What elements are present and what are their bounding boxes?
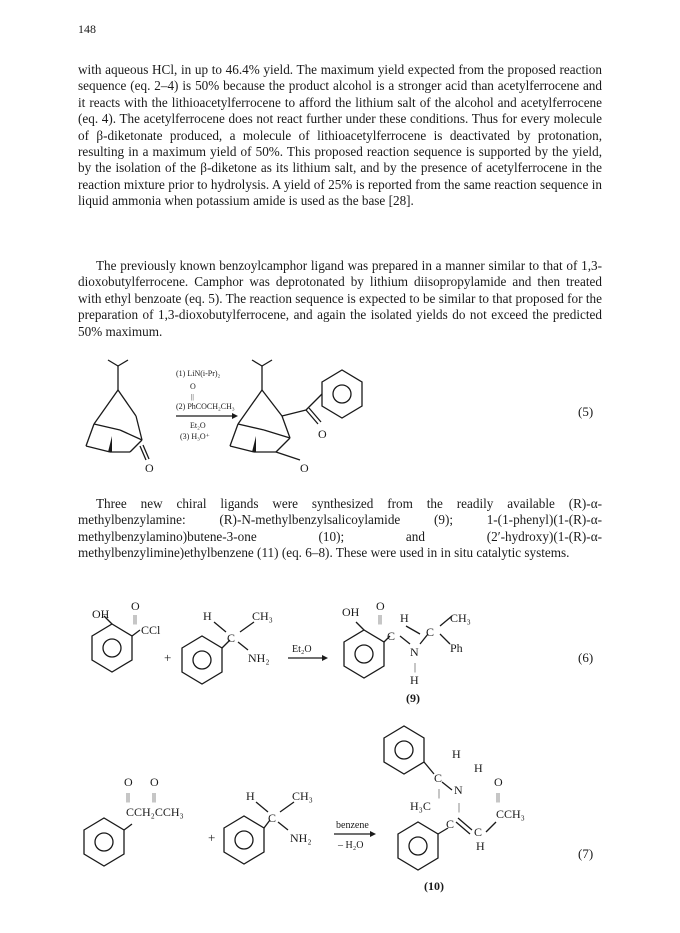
eq6-p-bar: | bbox=[414, 662, 417, 673]
eq7-reagent-bottom: – H₂O bbox=[338, 840, 364, 851]
eq6-p-h-n: H bbox=[410, 673, 419, 687]
eq6-r1-o: O bbox=[131, 599, 140, 613]
benzoylacetone-structure bbox=[84, 818, 132, 866]
eq6-p-o: O bbox=[376, 599, 385, 613]
eq6-p-h-alpha: H bbox=[400, 611, 409, 625]
eq6-r1-ccl: CCl bbox=[141, 623, 161, 637]
eq6-plus: + bbox=[164, 650, 172, 665]
eq6-p-dbl: || bbox=[378, 614, 383, 625]
eq7-r1-o2: O bbox=[150, 775, 159, 789]
eq7-p-c-alkene: C bbox=[446, 817, 455, 831]
paragraph-3: Three new chiral ligands were synthesized from the readily available (R)-α-methylbenzylamine: (R)-N-methylbenzylsalicoylamide (9); 1-(1-phenyl)(1-(R)-α-methylbenzylamino)butene-3-one (10); and (2′-hydroxy)(1-(R)-α-methylbenzylimine)ethylbenzene (11) (eq. 6–8). These were used in in situ catalytic systems. bbox=[78, 496, 602, 561]
page-number: 148 bbox=[78, 22, 96, 36]
eq7-p-h-top: H bbox=[452, 747, 461, 761]
compound-9-label: (9) bbox=[406, 691, 420, 705]
eq6-r1-oh: OH bbox=[92, 607, 110, 621]
methylbenzylamine-structure-2 bbox=[224, 802, 294, 864]
eq7-r1-dbl2: || bbox=[152, 792, 157, 803]
eq5-condition-3: (3) H₃O⁺ bbox=[180, 432, 210, 441]
eq7-p-o: O bbox=[494, 775, 503, 789]
eq7-r1-dbl1: || bbox=[126, 792, 131, 803]
eq6-r2-c: C bbox=[227, 631, 236, 645]
eq6-p-ph: Ph bbox=[450, 641, 463, 655]
eq7-p-h3c: H₃C bbox=[410, 799, 431, 813]
eq7-r2-c: C bbox=[268, 811, 277, 825]
eq6-r2-nh2: NH₂ bbox=[248, 651, 270, 665]
eq7-p-dbl: || bbox=[496, 792, 501, 803]
eq6-p-n: N bbox=[410, 645, 419, 659]
eq6-r2-h: H bbox=[203, 609, 212, 623]
eq7-p-bar1: | bbox=[438, 788, 441, 799]
eq7-p-n: N bbox=[454, 783, 463, 797]
eq5-condition-2: (2) PhCOCH₂CH₃ bbox=[176, 402, 235, 411]
eq7-r2-ch3: CH₃ bbox=[292, 789, 313, 803]
amide-9-structure bbox=[344, 616, 452, 678]
eq5-condition-solvent: Et₂O bbox=[190, 421, 206, 430]
eq7-r1-o1: O bbox=[124, 775, 133, 789]
eq6-p-c: C bbox=[387, 629, 396, 643]
eq5-condition-1: (1) LiN(i-Pr)₂ bbox=[176, 369, 221, 378]
benzoylcamphor-structure bbox=[230, 360, 362, 460]
equation-6-number: (6) bbox=[578, 650, 594, 665]
eq6-p-oh: OH bbox=[342, 605, 360, 619]
eq5-product-o-2: O bbox=[300, 461, 309, 475]
equation-7-number: (7) bbox=[578, 846, 594, 861]
eq6-reagent: Et₂O bbox=[292, 644, 312, 655]
eq7-p-cch3: CCH₃ bbox=[496, 807, 525, 821]
paragraph-2: The previously known benzoylcamphor ligand was prepared in a manner similar to that of 1,3-dioxobutylferrocene. Camphor was deprotonated by lithium diisopropylamide and then treated with ethyl benzoate (eq. 5). The reaction sequence is expected to be similar to that proposed for the preparation of 1,3-dioxobutylferrocene, and again the isolated yields do not exceed the predicted 50% maximum. bbox=[78, 258, 602, 339]
eq7-r2-h: H bbox=[246, 789, 255, 803]
eq7-p-c-top: C bbox=[434, 771, 443, 785]
eq5-condition-o: O bbox=[190, 382, 196, 391]
eq5-reactant-carbonyl-o: O bbox=[145, 461, 154, 475]
compound-10-label: (10) bbox=[424, 879, 444, 893]
eq7-reagent-top: benzene bbox=[336, 820, 369, 831]
eq7-p-h-n: H bbox=[474, 761, 483, 775]
eq7-p-c-vinyl: C bbox=[474, 825, 483, 839]
eq7-p-bar2: | bbox=[458, 802, 461, 813]
eq6-p-c2: C bbox=[426, 625, 435, 639]
eq5-product-o-1: O bbox=[318, 427, 327, 441]
eq7-r2-nh2: NH₂ bbox=[290, 831, 312, 845]
eq7-r1-chain: CCH₂CCH₃ bbox=[126, 805, 184, 819]
eq7-p-h-vinyl: H bbox=[476, 839, 485, 853]
eq7-plus: + bbox=[208, 830, 216, 845]
eq6-r2-ch3: CH₃ bbox=[252, 609, 273, 623]
camphor-structure bbox=[86, 360, 149, 460]
equation-5-number: (5) bbox=[578, 404, 594, 419]
eq6-p-ch3: CH₃ bbox=[450, 611, 471, 625]
equation-7-scheme bbox=[0, 730, 680, 893]
equation-5-scheme bbox=[0, 360, 680, 480]
eq5-condition-dbl: || bbox=[191, 393, 194, 401]
paragraph-1: with aqueous HCl, in up to 46.4% yield. The maximum yield expected from the proposed reaction sequence (eq. 2–4) is 50% because the product alcohol is a stronger acid than acetylferrocene and it reacts with the lithioacetylferrocene to afford the lithium salt of the alcohol and acetylferrocene (eq. 4). The acetylferrocene does not react further under these conditions. Thus for every molecule of β-diketonate produced, a molecule of lithioacetylferrocene is deactivated by protonation, resulting in a maximum yield of 50%. This proposed reaction sequence is supported by the yield, by the isolation of the β-diketone as its lithium salt, and by the presence of acetylferrocene in the reaction mixture prior to hydrolysis. A yield of 25% is reported from the same reaction sequence in liquid ammonia when potassium amide is used as the base [28]. bbox=[78, 62, 602, 209]
methylbenzylamine-structure-1 bbox=[182, 622, 254, 684]
eq6-r1-dbl: || bbox=[133, 614, 138, 625]
